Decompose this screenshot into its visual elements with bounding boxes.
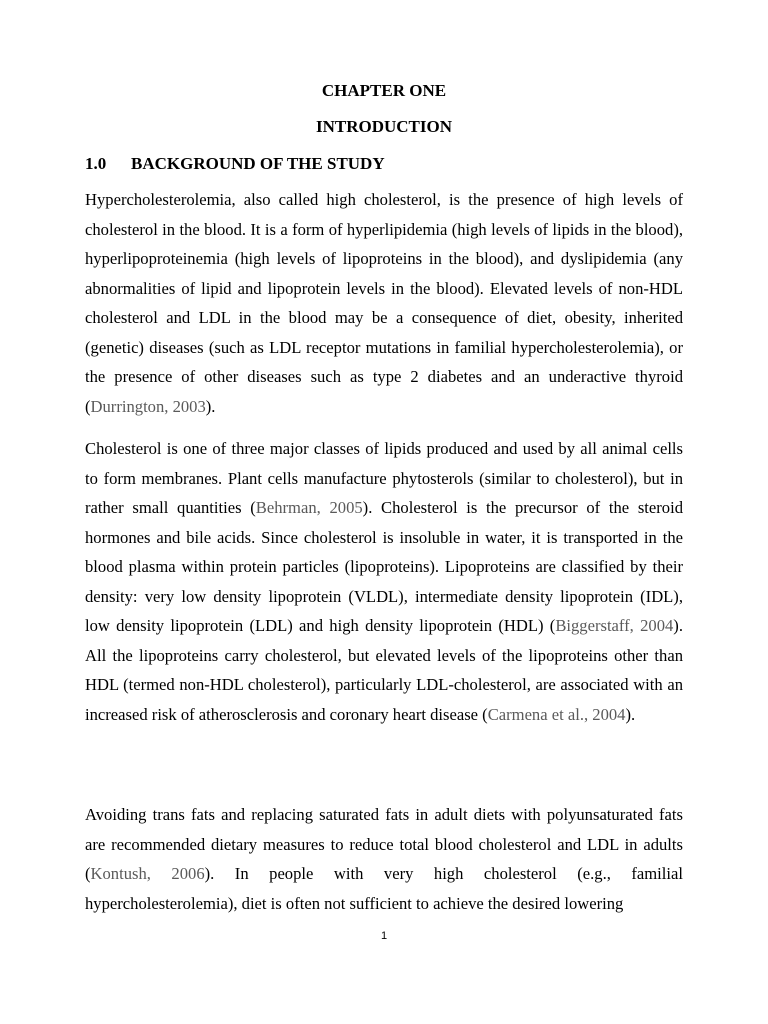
citation-kontush: Kontush, 2006 [90, 864, 205, 883]
citation-carmena: Carmena et al., 2004 [487, 704, 626, 724]
citation-behrman: Behrman, 2005 [255, 498, 363, 517]
citation-durrington: Durrington, 2003 [90, 396, 206, 416]
paragraph-text: ). [205, 396, 216, 416]
section-title: BACKGROUND OF THE STUDY [131, 154, 385, 173]
paragraph-text: ). In people with very high cholesterol (e.g., familial hypercholesterolemia), diet is often not sufficient to achieve the desired lowering [85, 864, 683, 913]
paragraph-3 [85, 800, 683, 918]
paragraph-text: Hypercholesterolemia, also called high cholesterol, is the presence of high levels of cholesterol in the blood. It is a form of hyperlipidemia (high levels of lipids in the blood), hyperlipoproteinemia (high levels of lipoproteins in the blood), and dyslipidemia (any abnormalities of lipid and lipoprotein levels in the blood). Elevated levels of non-HDL cholesterol and LDL in the blood may be a consequence of diet, obesity, inherited (genetic) diseases (such as LDL receptor mutations in familial hypercholesterolemia), or the presence of other diseases such as type 2 diabetes and an underactive thyroid ( [85, 190, 683, 416]
paragraph-text: Avoiding trans fats and replacing saturated fats in adult diets with polyunsaturated fats are recommended dietary measures to reduce total blood cholesterol and LDL in adults ( [85, 805, 683, 883]
section-heading [85, 154, 385, 174]
chapter-title: INTRODUCTION [315, 117, 453, 136]
paragraph-1 [85, 185, 683, 421]
paragraph-text: Cholesterol is one of three major classes of lipids produced and used by all animal cells to form membranes. Plant cells manufacture phytosterols (similar to cholesterol), but in rather small quantities ( [85, 439, 683, 517]
chapter-label: CHAPTER ONE [321, 81, 447, 100]
paragraph-text: ). Cholesterol is the precursor of the steroid hormones and bile acids. Since cholesterol is insoluble in water, it is transported in the blood plasma within protein particles (lipoproteins). Lipoproteins are classified by their density: very low density lipoprotein (VLDL), intermediate density lipoprotein (IDL), low density lipoprotein (LDL) and high density lipoprotein (HDL) ( [85, 498, 684, 635]
paragraph-2 [85, 434, 683, 729]
paragraph-text: ). [625, 704, 636, 724]
citation-biggerstaff: Biggerstaff, 2004 [555, 616, 674, 635]
page-number: 1 [380, 930, 388, 942]
paragraph-text: ). All the lipoproteins carry cholesterol, but elevated levels of the lipoproteins other than HDL (termed non-HDL cholesterol), particularly LDL-cholesterol, are associated with an increased risk of atherosclerosis and coronary heart disease ( [85, 616, 683, 724]
section-number: 1.0 [85, 154, 107, 173]
